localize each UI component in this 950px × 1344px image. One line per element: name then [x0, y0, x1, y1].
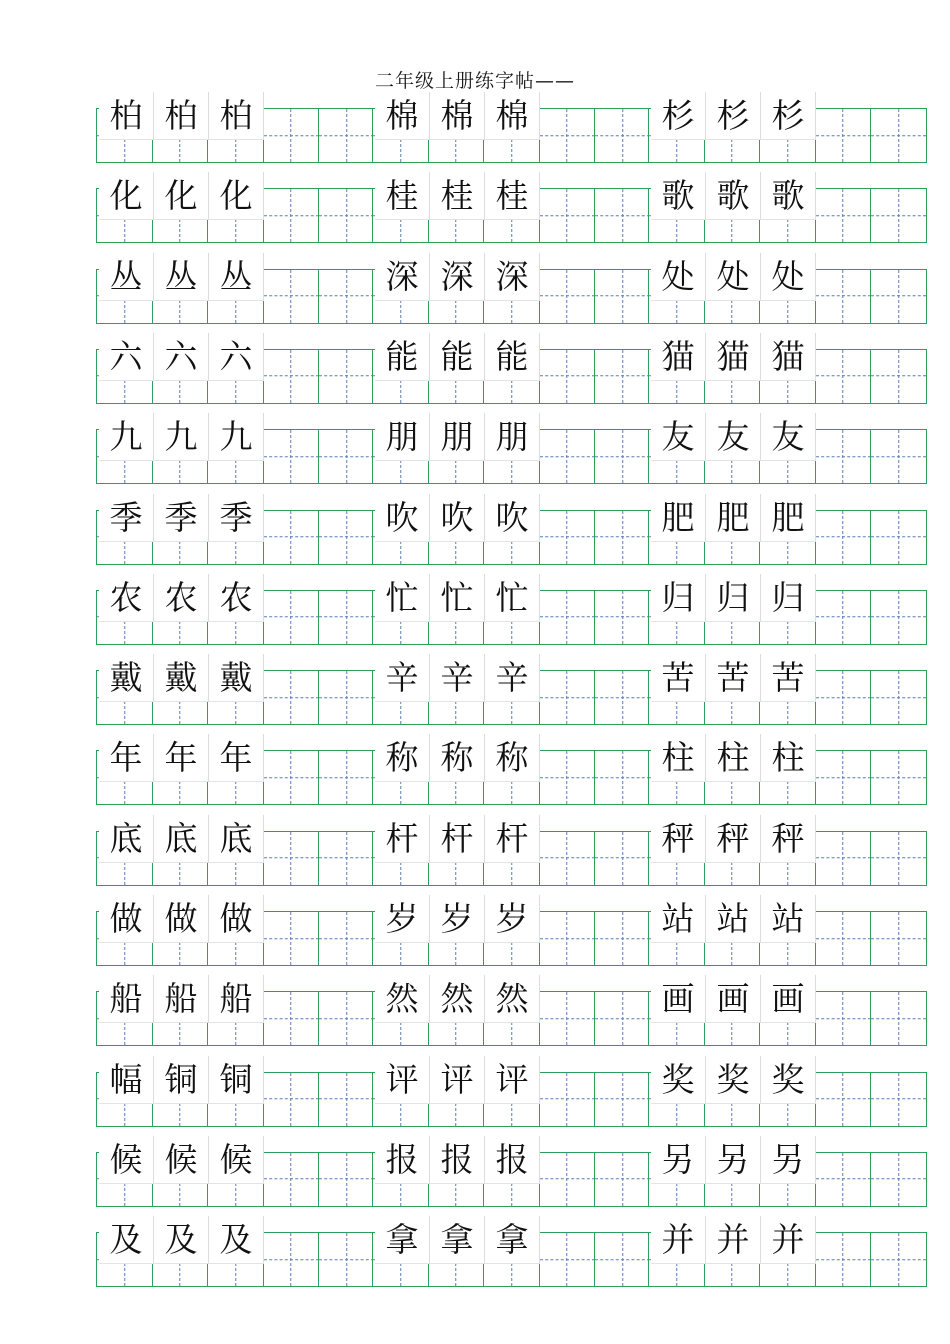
sample-character: 底	[99, 815, 154, 863]
tianzige-cell	[263, 1072, 320, 1127]
sample-character: 九	[209, 413, 264, 461]
tianzige-cell	[870, 831, 927, 886]
sample-character: 杉	[706, 92, 761, 140]
tianzige-cell	[263, 991, 320, 1046]
sample-character: 歌	[651, 172, 706, 220]
tianzige-cell	[318, 269, 375, 324]
sample-character: 季	[154, 494, 209, 542]
tianzige-cell	[870, 670, 927, 725]
sample-character: 报	[430, 1136, 485, 1184]
sample-character: 季	[209, 494, 264, 542]
tianzige-cell	[539, 269, 596, 324]
sample-character: 画	[706, 975, 761, 1023]
tianzige-cell	[815, 349, 872, 404]
tianzige-cell	[815, 510, 872, 565]
sample-character: 画	[761, 975, 816, 1023]
sample-character: 吹	[485, 494, 540, 542]
tianzige-cell	[318, 510, 375, 565]
tianzige-cell	[594, 831, 651, 886]
tianzige-cell	[318, 911, 375, 966]
sample-character: 并	[706, 1216, 761, 1264]
sample-character: 柱	[761, 734, 816, 782]
tianzige-cell	[263, 670, 320, 725]
tianzige-cell	[870, 429, 927, 484]
tianzige-cell	[594, 1232, 651, 1287]
tianzige-cell	[263, 429, 320, 484]
sample-character: 并	[761, 1216, 816, 1264]
tianzige-cell	[318, 108, 375, 163]
tianzige-cell	[870, 1072, 927, 1127]
sample-character: 深	[485, 253, 540, 301]
tianzige-cell	[318, 991, 375, 1046]
tianzige-cell	[318, 349, 375, 404]
sample-character: 忙	[375, 574, 430, 622]
sample-character: 化	[99, 172, 154, 220]
sample-character: 柏	[99, 92, 154, 140]
sample-character: 另	[651, 1136, 706, 1184]
tianzige-cell	[870, 510, 927, 565]
tianzige-cell	[539, 108, 596, 163]
sample-character: 候	[154, 1136, 209, 1184]
tianzige-cell	[815, 1072, 872, 1127]
tianzige-cell	[263, 1152, 320, 1207]
tianzige-cell	[539, 670, 596, 725]
tianzige-cell	[870, 590, 927, 645]
tianzige-cell	[870, 750, 927, 805]
sample-character: 戴	[99, 654, 154, 702]
sample-character: 另	[761, 1136, 816, 1184]
sample-character: 柱	[651, 734, 706, 782]
sample-character: 棉	[375, 92, 430, 140]
sample-character: 评	[375, 1056, 430, 1104]
sample-character: 九	[99, 413, 154, 461]
tianzige-cell	[594, 510, 651, 565]
tianzige-cell	[263, 911, 320, 966]
tianzige-cell	[594, 670, 651, 725]
sample-character: 歌	[706, 172, 761, 220]
sample-character: 柏	[209, 92, 264, 140]
sample-character: 季	[99, 494, 154, 542]
sample-character: 幅	[99, 1056, 154, 1104]
tianzige-cell	[318, 1072, 375, 1127]
sample-character: 奖	[706, 1056, 761, 1104]
sample-character: 另	[706, 1136, 761, 1184]
sample-character: 拿	[485, 1216, 540, 1264]
tianzige-cell	[263, 750, 320, 805]
tianzige-cell	[870, 269, 927, 324]
sample-character: 能	[485, 333, 540, 381]
sample-character: 友	[706, 413, 761, 461]
tianzige-cell	[539, 1152, 596, 1207]
sample-character: 铜	[154, 1056, 209, 1104]
sample-character: 拿	[430, 1216, 485, 1264]
tianzige-cell	[594, 269, 651, 324]
sample-character: 吹	[375, 494, 430, 542]
sample-character: 苦	[651, 654, 706, 702]
sample-character: 戴	[209, 654, 264, 702]
sample-character: 拿	[375, 1216, 430, 1264]
sample-character: 候	[99, 1136, 154, 1184]
tianzige-cell	[539, 911, 596, 966]
sample-character: 化	[154, 172, 209, 220]
tianzige-cell	[263, 1232, 320, 1287]
sample-character: 画	[651, 975, 706, 1023]
tianzige-cell	[318, 1152, 375, 1207]
tianzige-cell	[318, 831, 375, 886]
sample-character: 肥	[761, 494, 816, 542]
sample-character: 然	[375, 975, 430, 1023]
tianzige-cell	[870, 1152, 927, 1207]
sample-character: 丛	[99, 253, 154, 301]
sample-character: 肥	[651, 494, 706, 542]
tianzige-cell	[263, 269, 320, 324]
sample-character: 然	[430, 975, 485, 1023]
tianzige-cell	[815, 1152, 872, 1207]
sample-character: 及	[209, 1216, 264, 1264]
sample-character: 船	[154, 975, 209, 1023]
tianzige-cell	[815, 750, 872, 805]
tianzige-cell	[870, 1232, 927, 1287]
sample-character: 及	[99, 1216, 154, 1264]
tianzige-cell	[263, 590, 320, 645]
sample-character: 处	[761, 253, 816, 301]
sample-character: 归	[651, 574, 706, 622]
sample-character: 评	[485, 1056, 540, 1104]
sample-character: 做	[154, 895, 209, 943]
tianzige-cell	[318, 1232, 375, 1287]
sample-character: 辛	[375, 654, 430, 702]
sample-character: 猫	[651, 333, 706, 381]
tianzige-cell	[870, 349, 927, 404]
tianzige-cell	[539, 831, 596, 886]
tianzige-cell	[594, 1152, 651, 1207]
sample-character: 农	[99, 574, 154, 622]
sample-character: 杆	[430, 815, 485, 863]
tianzige-cell	[815, 590, 872, 645]
sample-character: 友	[761, 413, 816, 461]
tianzige-cell	[263, 510, 320, 565]
tianzige-cell	[263, 108, 320, 163]
tianzige-cell	[594, 108, 651, 163]
sample-character: 站	[706, 895, 761, 943]
sample-character: 辛	[430, 654, 485, 702]
sample-character: 报	[375, 1136, 430, 1184]
sample-character: 六	[209, 333, 264, 381]
sample-character: 棉	[430, 92, 485, 140]
sample-character: 苦	[706, 654, 761, 702]
sample-character: 化	[209, 172, 264, 220]
tianzige-cell	[815, 911, 872, 966]
sample-character: 戴	[154, 654, 209, 702]
tianzige-cell	[870, 108, 927, 163]
tianzige-cell	[594, 1072, 651, 1127]
sample-character: 奖	[761, 1056, 816, 1104]
tianzige-cell	[870, 991, 927, 1046]
sample-character: 称	[430, 734, 485, 782]
sample-character: 及	[154, 1216, 209, 1264]
sample-character: 岁	[485, 895, 540, 943]
sample-character: 秤	[706, 815, 761, 863]
tianzige-cell	[815, 991, 872, 1046]
sample-character: 归	[761, 574, 816, 622]
sample-character: 忙	[485, 574, 540, 622]
sample-character: 辛	[485, 654, 540, 702]
sample-character: 归	[706, 574, 761, 622]
sample-character: 朋	[430, 413, 485, 461]
sample-character: 桂	[375, 172, 430, 220]
sample-character: 称	[375, 734, 430, 782]
tianzige-cell	[870, 911, 927, 966]
sample-character: 桂	[485, 172, 540, 220]
sample-character: 站	[761, 895, 816, 943]
sample-character: 做	[209, 895, 264, 943]
tianzige-cell	[318, 670, 375, 725]
sample-character: 杉	[651, 92, 706, 140]
tianzige-cell	[870, 188, 927, 243]
tianzige-cell	[318, 188, 375, 243]
sample-character: 吹	[430, 494, 485, 542]
sample-character: 苦	[761, 654, 816, 702]
tianzige-cell	[539, 991, 596, 1046]
sample-character: 桂	[430, 172, 485, 220]
sample-character: 做	[99, 895, 154, 943]
tianzige-cell	[318, 750, 375, 805]
sample-character: 肥	[706, 494, 761, 542]
tianzige-cell	[318, 429, 375, 484]
tianzige-cell	[539, 1232, 596, 1287]
tianzige-cell	[594, 590, 651, 645]
sample-character: 报	[485, 1136, 540, 1184]
tianzige-cell	[539, 188, 596, 243]
sample-character: 并	[651, 1216, 706, 1264]
sample-character: 友	[651, 413, 706, 461]
sample-character: 岁	[375, 895, 430, 943]
tianzige-cell	[263, 188, 320, 243]
sample-character: 称	[485, 734, 540, 782]
sample-character: 然	[485, 975, 540, 1023]
tianzige-cell	[594, 750, 651, 805]
sample-character: 秤	[761, 815, 816, 863]
sample-character: 底	[209, 815, 264, 863]
sample-character: 猫	[761, 333, 816, 381]
sample-character: 农	[154, 574, 209, 622]
sample-character: 年	[154, 734, 209, 782]
sample-character: 六	[99, 333, 154, 381]
sample-character: 六	[154, 333, 209, 381]
sample-character: 处	[651, 253, 706, 301]
sample-character: 船	[99, 975, 154, 1023]
tianzige-cell	[815, 269, 872, 324]
sample-character: 忙	[430, 574, 485, 622]
sample-character: 秤	[651, 815, 706, 863]
tianzige-cell	[539, 429, 596, 484]
sample-character: 杆	[485, 815, 540, 863]
tianzige-cell	[594, 991, 651, 1046]
tianzige-cell	[815, 108, 872, 163]
tianzige-cell	[594, 429, 651, 484]
sample-character: 朋	[375, 413, 430, 461]
sample-character: 农	[209, 574, 264, 622]
tianzige-cell	[815, 1232, 872, 1287]
sample-character: 铜	[209, 1056, 264, 1104]
sample-character: 年	[99, 734, 154, 782]
sample-character: 岁	[430, 895, 485, 943]
sample-character: 能	[375, 333, 430, 381]
sample-character: 朋	[485, 413, 540, 461]
tianzige-cell	[539, 349, 596, 404]
sample-character: 杉	[761, 92, 816, 140]
sample-character: 柏	[154, 92, 209, 140]
sample-character: 深	[375, 253, 430, 301]
tianzige-cell	[815, 429, 872, 484]
tianzige-cell	[594, 188, 651, 243]
tianzige-cell	[815, 188, 872, 243]
sample-character: 猫	[706, 333, 761, 381]
sample-character: 候	[209, 1136, 264, 1184]
sample-character: 歌	[761, 172, 816, 220]
tianzige-cell	[539, 1072, 596, 1127]
sample-character: 柱	[706, 734, 761, 782]
tianzige-cell	[318, 590, 375, 645]
sample-character: 年	[209, 734, 264, 782]
sample-character: 处	[706, 253, 761, 301]
tianzige-cell	[594, 911, 651, 966]
sample-character: 丛	[154, 253, 209, 301]
sample-character: 评	[430, 1056, 485, 1104]
sample-character: 棉	[485, 92, 540, 140]
sample-character: 能	[430, 333, 485, 381]
sample-character: 站	[651, 895, 706, 943]
page-title: 二年级上册练字帖——	[374, 70, 575, 92]
sample-character: 船	[209, 975, 264, 1023]
sample-character: 深	[430, 253, 485, 301]
sample-character: 杆	[375, 815, 430, 863]
tianzige-cell	[263, 831, 320, 886]
tianzige-cell	[594, 349, 651, 404]
tianzige-cell	[815, 670, 872, 725]
tianzige-cell	[263, 349, 320, 404]
sample-character: 丛	[209, 253, 264, 301]
sample-character: 奖	[651, 1056, 706, 1104]
tianzige-cell	[539, 590, 596, 645]
sample-character: 九	[154, 413, 209, 461]
tianzige-cell	[539, 750, 596, 805]
tianzige-cell	[815, 831, 872, 886]
tianzige-cell	[539, 510, 596, 565]
sample-character: 底	[154, 815, 209, 863]
